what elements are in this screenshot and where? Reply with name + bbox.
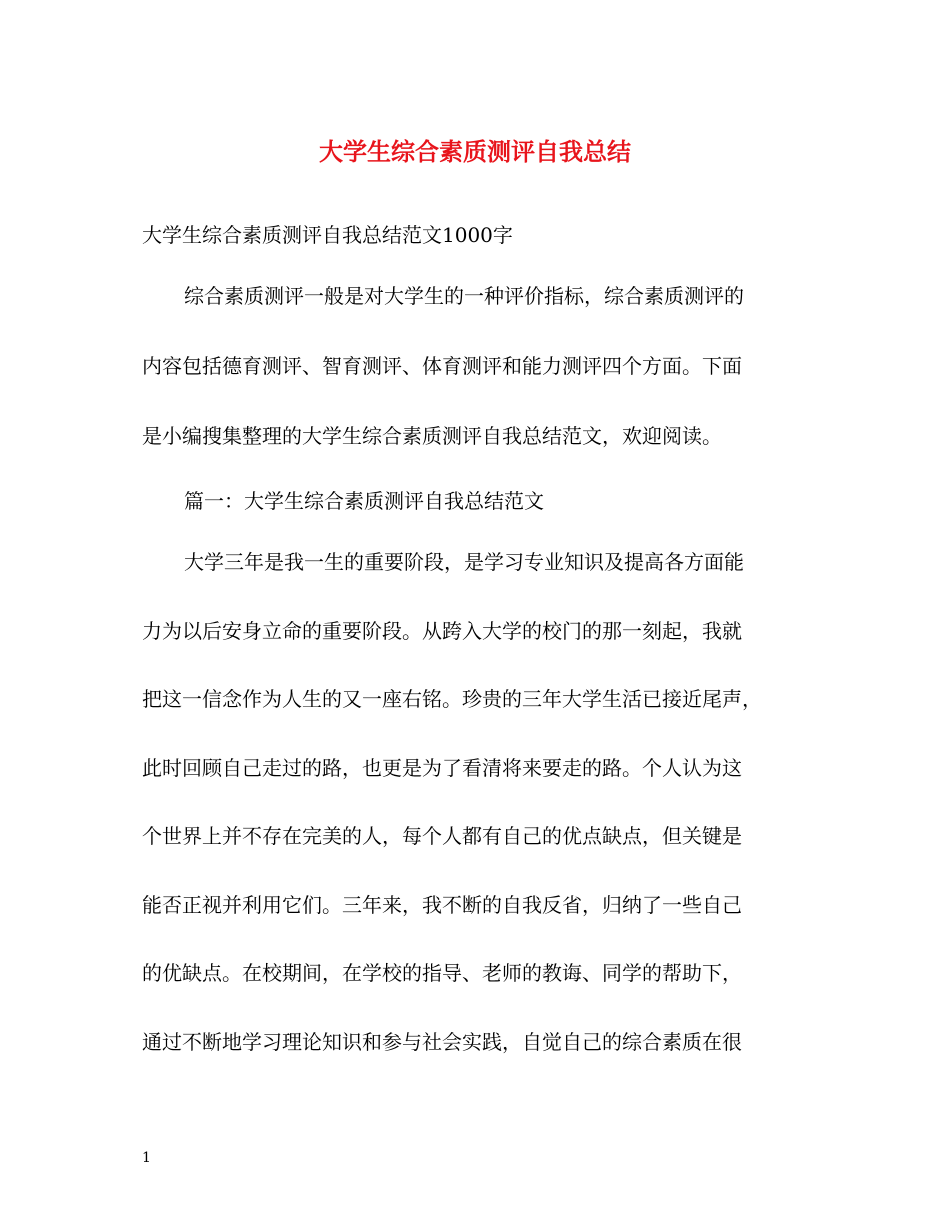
body-line: 大学三年是我一生的重要阶段，是学习专业知识及提高各方面能 [184,550,744,574]
body-line: 把这一信念作为人生的又一座右铭。珍贵的三年大学生活已接近尾声， [142,687,762,711]
document-title: 大学生综合素质测评自我总结 [319,137,631,166]
page-number: 1 [142,1150,151,1166]
body-line: 的优缺点。在校期间，在学校的指导、老师的教诲、同学的帮助下， [142,961,742,985]
intro-line: 是小编搜集整理的大学生综合素质测评自我总结范文，欢迎阅读。 [142,424,722,448]
body-line: 个世界上并不存在完美的人，每个人都有自己的优点缺点，但关键是 [142,824,742,848]
section-heading: 篇一：大学生综合素质测评自我总结范文 [184,489,544,513]
document-subtitle: 大学生综合素质测评自我总结范文1000字 [142,223,513,247]
intro-paragraph [142,279,822,453]
body-line: 力为以后安身立命的重要阶段。从跨入大学的校门的那一刻起，我就 [142,618,742,643]
section-heading-block [142,484,822,518]
body-line: 此时回顾自己走过的路，也更是为了看清将来要走的路。个人认为这 [142,755,742,780]
intro-line: 综合素质测评一般是对大学生的一种评价指标，综合素质测评的 [184,284,744,308]
intro-line: 内容包括德育测评、智育测评、体育测评和能力测评四个方面。下面 [142,354,742,378]
body-line: 通过不断地学习理论知识和参与社会实践，自觉自己的综合素质在很 [142,1029,742,1054]
body-line: 能否正视并利用它们。三年来，我不断的自我反省，归纳了一些自己 [142,892,742,917]
body-paragraph [142,545,822,1059]
